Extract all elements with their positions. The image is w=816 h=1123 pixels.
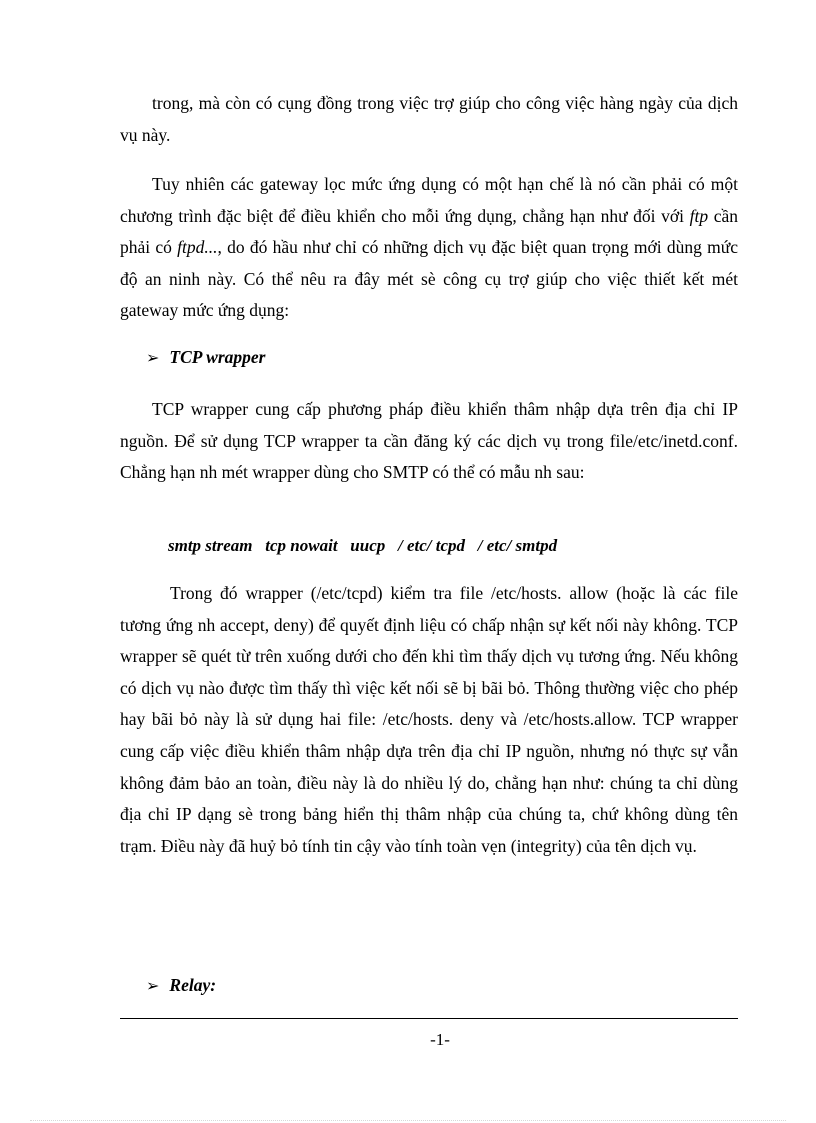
ftp-term: ftp — [689, 205, 709, 226]
paragraph-text-b: cần phải có — [120, 205, 738, 258]
smtp-command-line: smtp stream tcp nowait uucp / etc/ tcpd / etc/ smtpd — [168, 536, 558, 555]
page-number: -1- — [430, 1030, 450, 1049]
paragraph-tcp-wrapper: TCP wrapper cung cấp phương pháp điều khiển thâm nhập dựa trên địa chỉ IP nguồn. Để sử dụng TCP wrapper ta cần đăng ký các dịch vụ trong file/etc/inetd.conf. Chẳng hạn nh mét wrapper dùng cho SMTP có thể có mẫu nh sau: — [120, 399, 738, 483]
heading-tcp-wrapper-label: TCP wrapper — [169, 347, 266, 367]
paragraph-intro: trong, mà còn có cụng đồng trong việc trợ giúp cho công việc hàng ngày của dịch vụ này. — [120, 93, 738, 145]
heading-relay-label: Relay: — [169, 975, 217, 995]
paragraph-tcpd-details: Trong đó wrapper (/etc/tcpd) kiểm tra file /etc/hosts. allow (hoặc là các file tương ứng nh accept, deny) để quyết định liệu có chấp nhận sự kết nối này không. TCP wrapper sẽ quét từ trên xuống dưới cho đến khi tìm thấy dịch vụ tương ứng. Nếu không có dịch vụ nào được tìm thấy thì việc kết nối sẽ bị bãi bỏ. Thông thường việc cho phép hay bãi bỏ này là sử dụng hai file: /etc/hosts. deny và /etc/hosts.allow. TCP wrapper cung cấp việc điều khiển thâm nhập dựa trên địa chỉ IP nguồn, nhưng nó thực sự vẫn không đảm bảo an toàn, điều này là do nhiều lý do, chẳng hạn như: chúng ta chỉ dùng địa chỉ IP dạng sè trong bảng hiển thị thâm nhập của chúng ta, chứ không dùng tên trạm. Điều này đã huỷ bỏ tính tin cậy vào tính toàn vẹn (integrity) của tên dịch vụ. — [120, 583, 738, 856]
arrow-bullet-icon: ➢ — [146, 977, 160, 995]
arrow-bullet-icon: ➢ — [146, 349, 160, 367]
page-edge-dotted-line — [30, 1120, 786, 1121]
footer-divider — [120, 1018, 738, 1019]
paragraph-text-a: Tuy nhiên các gateway lọc mức ứng dụng có một hạn chế là nó cần phải có một chương trình đặc biệt để điều khiển cho mỗi ứng dụng, chẳng hạn như đối với — [120, 174, 738, 226]
ftpd-term: ftpd... — [177, 237, 218, 258]
heading-tcp-wrapper — [146, 347, 266, 368]
heading-relay — [146, 975, 216, 996]
paragraph-gateway-limitations — [120, 169, 738, 327]
paragraph-text-c: , do đó hầu như chỉ có những dịch vụ đặc biệt quan trọng mới dùng mức độ an ninh này. Có thể nêu ra đây mét sè công cụ trợ giúp cho việc thiết kết mét gateway mức ứng dụng: — [120, 237, 738, 321]
